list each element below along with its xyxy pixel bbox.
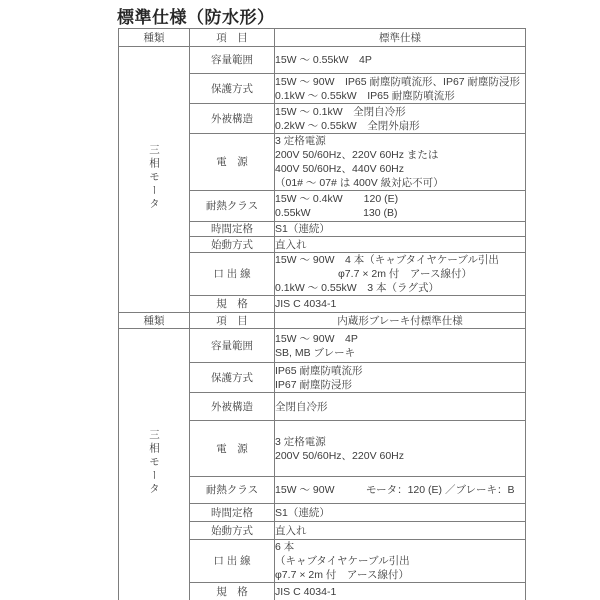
value-line: 0.1kW ～ 0.55kW 3 本（ラグ式） — [275, 282, 439, 294]
row-value — [275, 583, 526, 600]
row-label: 保護方式 — [190, 363, 275, 393]
row-label: 口 出 線 — [190, 540, 275, 583]
value-line: 6 本 — [275, 541, 295, 553]
value-line: φ7.7 × 2m 付 アース線付） — [275, 268, 473, 280]
value-line: 3 定格電源 — [275, 135, 326, 147]
row-value — [275, 104, 526, 134]
value-line: 15W ～ 90W 4 本（キャブタイヤケーブル引出 — [275, 254, 499, 266]
col-header-item: 項 目 — [190, 29, 275, 47]
row-value — [275, 393, 526, 421]
value-line: 400V 50/60Hz、440V 60Hz — [275, 163, 404, 175]
value-line: 15W ～ 0.55kW 4P — [275, 54, 372, 66]
value-line: 0.55kW 130 (B) — [275, 207, 398, 219]
value-line: JIS C 4034-1 — [275, 298, 337, 310]
row-label: 始動方式 — [190, 237, 275, 253]
col-header-item: 項 目 — [190, 313, 275, 329]
row-label: 保護方式 — [190, 74, 275, 104]
section-header-row — [119, 313, 526, 329]
category-vertical-label: 三相モータ — [148, 143, 160, 212]
row-value — [275, 296, 526, 313]
page-title: 標準仕様（防水形） — [117, 8, 275, 27]
value-line: JIS C 4034-1 — [275, 586, 337, 598]
row-label: 耐熱クラス — [190, 477, 275, 504]
row-label: 外被構造 — [190, 104, 275, 134]
row-value — [275, 477, 526, 504]
row-label: 電 源 — [190, 134, 275, 191]
value-line: 直入れ — [275, 238, 307, 251]
table-row — [119, 329, 526, 363]
value-line: 0.2kW ～ 0.55kW 全閉外扇形 — [275, 119, 420, 132]
col-header-kind: 種類 — [119, 313, 190, 329]
row-label: 規 格 — [190, 296, 275, 313]
value-line: 全閉自冷形 — [275, 400, 328, 413]
row-value — [275, 504, 526, 522]
row-value — [275, 222, 526, 237]
section-header-spec: 標準仕様 — [275, 29, 526, 47]
row-value — [275, 421, 526, 477]
value-line: 200V 50/60Hz、220V 60Hz または — [275, 149, 439, 161]
spec-table — [118, 28, 526, 600]
value-line: 15W ～ 90W 4P — [275, 332, 358, 345]
row-value — [275, 47, 526, 74]
row-value — [275, 329, 526, 363]
value-line: 15W ～ 0.4kW 120 (E) — [275, 193, 399, 205]
row-label: 耐熱クラス — [190, 191, 275, 222]
row-value — [275, 540, 526, 583]
row-label: 規 格 — [190, 583, 275, 600]
row-value — [275, 191, 526, 222]
row-label: 口 出 線 — [190, 253, 275, 296]
section-header-spec: 内蔵形ブレーキ付標準仕様 — [275, 313, 526, 329]
value-line: SB, MB ブレーキ — [275, 346, 356, 359]
row-label: 容量範囲 — [190, 47, 275, 74]
row-label: 始動方式 — [190, 522, 275, 540]
category-vertical-label: 三相モータ — [148, 429, 160, 497]
category-cell — [119, 47, 190, 313]
row-value — [275, 522, 526, 540]
table-row — [119, 47, 526, 74]
value-line: 15W ～ 90W モータ：120 (E) ／ブレーキ：B — [275, 484, 515, 496]
value-line: φ7.7 × 2m 付 アース線付） — [275, 569, 410, 581]
row-label: 時間定格 — [190, 504, 275, 522]
value-line: IP67 耐塵防浸形 — [275, 378, 353, 391]
value-line: 0.1kW ～ 0.55kW IP65 耐塵防噴流形 — [275, 89, 455, 102]
row-label: 外被構造 — [190, 393, 275, 421]
value-line: （キャブタイヤケーブル引出 — [275, 555, 410, 567]
row-label: 容量範囲 — [190, 329, 275, 363]
value-line: （01# ～ 07# は 400V 級対応不可） — [275, 177, 444, 189]
value-line: 200V 50/60Hz、220V 60Hz — [275, 449, 404, 462]
row-label: 時間定格 — [190, 222, 275, 237]
col-header-kind: 種類 — [119, 29, 190, 47]
row-value — [275, 363, 526, 393]
row-value — [275, 237, 526, 253]
row-value — [275, 74, 526, 104]
value-line: S1（連続） — [275, 506, 330, 519]
row-value — [275, 253, 526, 296]
row-value — [275, 134, 526, 191]
category-cell — [119, 329, 190, 600]
value-line: 15W ～ 90W IP65 耐塵防噴流形、IP67 耐塵防浸形 — [275, 75, 521, 88]
value-line: 3 定格電源 — [275, 435, 326, 448]
value-line: IP65 耐塵防噴流形 — [275, 364, 363, 377]
value-line: 直入れ — [275, 524, 307, 537]
section-header-row — [119, 29, 526, 47]
row-label: 電 源 — [190, 421, 275, 477]
value-line: S1（連続） — [275, 223, 330, 235]
value-line: 15W ～ 0.1kW 全閉自冷形 — [275, 105, 406, 118]
